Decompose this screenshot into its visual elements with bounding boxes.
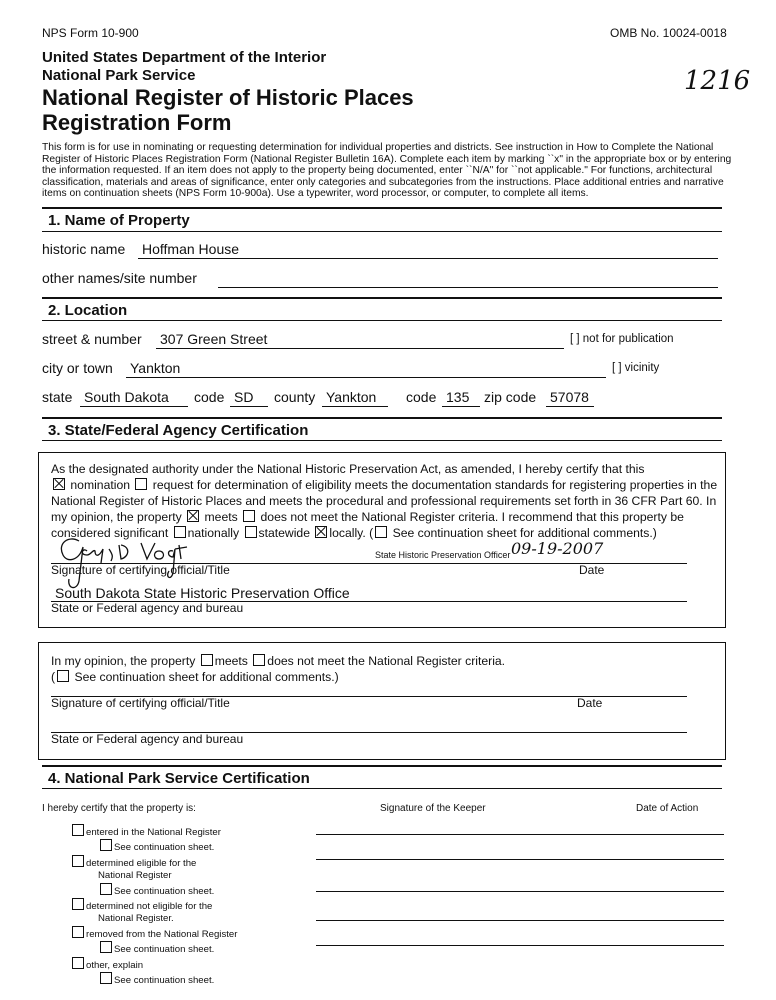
see-continuation-checkbox[interactable] xyxy=(100,941,112,953)
instructions: This form is for use in nominating or requesting determination for individual properties and districts. See instruction in How to Complete the National Register of Historic Places Registration Form (National Register Bulletin 16A). Complete each item by marking ``x" in the appropriate box or by entering the information requested. If an item does not apply to the property being documented, enter ``N/A" for ``not applicable." For functions, architectural classification, materials and areas of significance, enter only categories and subcategories from the instructions. Place additional entries and narrative items on continuation sheets (NPS Form 10-900a). Use a typewriter, word processor, or computer, to complete all items. xyxy=(42,142,732,199)
keeper-signature-line[interactable] xyxy=(316,945,724,946)
text: determined not eligible for the xyxy=(86,901,213,913)
label: Date of Action xyxy=(636,803,699,814)
text: locally. ( xyxy=(329,526,374,540)
certification-date: 09-19-2007 xyxy=(511,539,604,558)
section-4 xyxy=(42,765,722,787)
text: my opinion, the property xyxy=(51,510,182,524)
text: See continuation sheet. xyxy=(114,885,215,897)
label: Signature of certifying official/Title xyxy=(51,696,230,710)
value: Yankton xyxy=(326,389,377,405)
text: See continuation sheet. xyxy=(114,842,215,854)
county-field[interactable] xyxy=(322,389,388,407)
meets-checkbox[interactable] xyxy=(201,654,213,666)
value: 307 Green Street xyxy=(160,331,268,347)
text: request for determination of eligibility meets the documentation standards for registering properties in the xyxy=(152,478,718,492)
vicinity-checkbox[interactable]: [ ] vicinity xyxy=(612,362,660,374)
locally-checkbox[interactable] xyxy=(315,526,327,538)
label: Signature of the Keeper xyxy=(380,803,486,814)
opinion-text: In my opinion, the property meets does not meet the National Register criteria. ( See continuation sheet for additional comments.) xyxy=(51,654,506,684)
state-certification-box xyxy=(38,452,726,628)
value: 57078 xyxy=(550,389,589,405)
certification-text xyxy=(51,461,719,541)
label: I hereby certify that the property is: xyxy=(42,803,196,814)
text: See continuation sheet for additional comments.) xyxy=(392,526,657,540)
text: nomination xyxy=(70,478,131,492)
text: statewide xyxy=(258,526,310,540)
not-meet-checkbox[interactable] xyxy=(243,510,255,522)
continuation-checkbox[interactable] xyxy=(57,670,69,682)
text: does not meet the National Register criteria. I recommend that this property be xyxy=(260,510,684,524)
label: code xyxy=(406,389,437,405)
keeper-signature-line[interactable] xyxy=(316,859,724,860)
text: does not meet the National Register criteria. xyxy=(267,654,506,668)
agency-value: South Dakota State Historic Preservation Office xyxy=(55,585,350,601)
section-title: 3. State/Federal Agency Certification xyxy=(48,422,309,439)
historic-name-field[interactable] xyxy=(138,241,718,259)
other-names-field[interactable] xyxy=(218,270,718,288)
value: Hoffman House xyxy=(142,241,240,257)
removed-checkbox[interactable] xyxy=(72,926,84,938)
section-2 xyxy=(42,297,722,319)
text: See continuation sheet. xyxy=(114,944,215,956)
form-number: NPS Form 10-900 xyxy=(42,26,139,40)
label: zip code xyxy=(484,389,537,405)
see-continuation-checkbox[interactable] xyxy=(100,883,112,895)
eligible-checkbox[interactable] xyxy=(72,855,84,867)
section-1 xyxy=(42,207,722,229)
other-checkbox[interactable] xyxy=(72,957,84,969)
statewide-checkbox[interactable] xyxy=(245,526,257,538)
section-title: 4. National Park Service Certification xyxy=(48,770,310,787)
label: state xyxy=(42,389,73,405)
state-code-field[interactable] xyxy=(230,389,268,407)
not-for-publication-checkbox[interactable]: [ ] not for publication xyxy=(570,333,674,345)
text: meets xyxy=(204,510,238,524)
not-eligible-checkbox[interactable] xyxy=(72,898,84,910)
omb-number: OMB No. 10024-0018 xyxy=(610,26,727,40)
department: United States Department of the Interior xyxy=(42,49,327,66)
entered-checkbox[interactable] xyxy=(72,824,84,836)
label: other names/site number xyxy=(42,270,197,286)
see-continuation-checkbox[interactable] xyxy=(100,839,112,851)
zip-field[interactable] xyxy=(546,389,594,407)
text: National Register of Historic Places and meets the procedural and professional requirements set forth in 36 CFR Part 60. In xyxy=(51,494,717,508)
text: See continuation sheet for additional comments.) xyxy=(74,670,339,684)
street-field[interactable] xyxy=(156,331,564,349)
value: Yankton xyxy=(130,360,181,376)
federal-comment-box xyxy=(38,642,726,760)
page-title: National Register of Historic Places xyxy=(42,85,414,110)
label: historic name xyxy=(42,241,126,257)
keeper-signature-line[interactable] xyxy=(316,920,724,921)
label: street & number xyxy=(42,331,142,347)
text: See continuation sheet. xyxy=(114,975,215,987)
label: county xyxy=(274,389,316,405)
signer-title: State Historic Preservation Officer xyxy=(375,550,511,560)
page-subtitle: Registration Form xyxy=(42,110,232,135)
value: SD xyxy=(234,389,254,405)
keeper-signature-line[interactable] xyxy=(316,834,724,835)
text: other, explain xyxy=(86,959,144,971)
meets-checkbox[interactable] xyxy=(187,510,199,522)
keeper-signature-line[interactable] xyxy=(316,891,724,892)
nps-status-options xyxy=(70,824,237,987)
label: State or Federal agency and bureau xyxy=(51,732,244,746)
label: Signature of certifying official/Title xyxy=(51,563,230,577)
handwritten-number: 1216 xyxy=(684,66,751,96)
text: considered significant xyxy=(51,526,169,540)
nomination-checkbox[interactable] xyxy=(53,478,65,490)
text: nationally xyxy=(187,526,240,540)
text: removed from the National Register xyxy=(86,928,238,940)
label: Date xyxy=(577,696,603,710)
value: 135 xyxy=(446,389,470,405)
label: State or Federal agency and bureau xyxy=(51,601,244,615)
state-field[interactable] xyxy=(80,389,188,407)
service: National Park Service xyxy=(42,67,196,84)
text: National Register xyxy=(98,870,172,882)
text: determined eligible for the xyxy=(86,857,197,869)
section-title: 2. Location xyxy=(48,302,128,319)
text: meets xyxy=(214,654,248,668)
text: National Register. xyxy=(98,913,174,925)
text: In my opinion, the property xyxy=(51,654,196,668)
text: As the designated authority under the National Historic Preservation Act, as amended, I hereby certify that this xyxy=(51,462,645,476)
value: South Dakota xyxy=(84,389,169,405)
text: entered in the National Register xyxy=(86,827,221,838)
see-continuation-checkbox[interactable] xyxy=(100,972,112,984)
label: Date xyxy=(579,563,605,577)
label: code xyxy=(194,389,225,405)
section-3 xyxy=(42,417,722,439)
label: city or town xyxy=(42,360,113,376)
continuation-checkbox[interactable] xyxy=(375,526,387,538)
section-title: 1. Name of Property xyxy=(48,212,190,229)
not-meet-checkbox[interactable] xyxy=(253,654,265,666)
city-field[interactable] xyxy=(126,360,606,378)
county-code-field[interactable] xyxy=(442,389,480,407)
request-checkbox[interactable] xyxy=(135,478,147,490)
